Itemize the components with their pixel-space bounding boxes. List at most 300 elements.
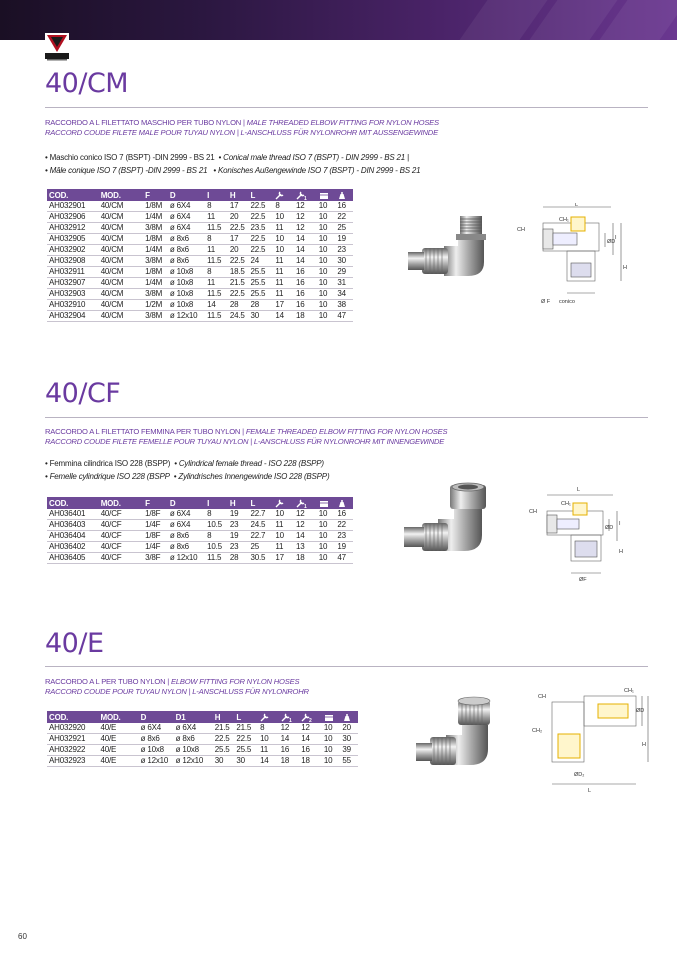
table-cell: 8 xyxy=(205,201,228,212)
table-cell: 3/8M xyxy=(143,289,168,300)
table-cell: 10 xyxy=(317,542,336,553)
svg-text:conico: conico xyxy=(559,299,575,305)
table-cell: 17 xyxy=(228,201,249,212)
section-title-cf: 40/CF xyxy=(45,378,121,409)
section-description-cm: RACCORDO A L FILETTATO MASCHIO PER TUBO NYLON | MALE THREADED ELBOW FITTING FOR NYLON HOSES RACCORD COUDE FILETE MALE POUR TUYAU NYLON | L-ANSCHLUSS FÜR NYLONROHR MIT AUSSENGEWINDE xyxy=(45,118,439,137)
table-cell: 10 xyxy=(317,223,336,234)
svg-text:H: H xyxy=(619,549,623,555)
table-cell: 40/CM xyxy=(99,234,143,245)
table-cell: 40/E xyxy=(98,734,138,745)
table-cell: 10 xyxy=(317,234,336,245)
table-cell: 21.5 xyxy=(234,723,258,734)
table-cell: 40/CM xyxy=(99,212,143,223)
table-row xyxy=(47,509,353,520)
table-row xyxy=(47,756,358,767)
table-cell: 22.5 xyxy=(228,256,249,267)
table-cell: 17 xyxy=(273,300,294,311)
table-cell: AH032903 xyxy=(47,289,99,300)
table-cell: ø 6X4 xyxy=(168,509,205,520)
table-cell: 10 xyxy=(317,245,336,256)
table-cell: 10 xyxy=(322,756,341,767)
table-cell: 16 xyxy=(335,201,353,212)
svg-text:1: 1 xyxy=(288,717,292,722)
svg-text:ØD: ØD xyxy=(605,525,614,531)
table-cell: ø 8x6 xyxy=(174,734,213,745)
table-cell: 14 xyxy=(279,734,300,745)
table-row xyxy=(47,723,358,734)
table-cell: 12 xyxy=(294,520,317,531)
svg-text:2: 2 xyxy=(309,717,312,722)
table-cell: ø 8x6 xyxy=(168,542,205,553)
table-cell: 1/8F xyxy=(143,531,168,542)
technical-drawing-cf xyxy=(517,485,639,585)
table-cell: 11.5 xyxy=(205,553,228,564)
table-cell: 18 xyxy=(294,311,317,322)
table-cell: 31 xyxy=(335,278,353,289)
table-cell: 11 xyxy=(205,278,228,289)
page-number: 60 xyxy=(18,932,27,941)
table-cell: 16 xyxy=(294,300,317,311)
table-cell: 47 xyxy=(335,311,353,322)
table-cell: ø 10x8 xyxy=(139,745,174,756)
table-cell: 10 xyxy=(317,256,336,267)
table-cell: 10 xyxy=(273,245,294,256)
table-cell: 3/8M xyxy=(143,223,168,234)
table-cell: ø 6X4 xyxy=(168,520,205,531)
svg-text:1: 1 xyxy=(304,503,307,508)
table-cell: AH032911 xyxy=(47,267,99,278)
table-cell: AH032922 xyxy=(47,745,98,756)
thread-notes-cf: • Femmina cilindrica ISO 228 (BSPP) • Cylindrical female thread - ISO 228 (BSPP) • Femelle cylindrique ISO 228 (BSPP • Zylindrisches Innengewinde ISO 228 (BSPP) xyxy=(45,459,330,481)
table-cell: 28 xyxy=(228,553,249,564)
table-row xyxy=(47,245,353,256)
table-cell: 11 xyxy=(273,267,294,278)
table-cell: 1/4M xyxy=(143,278,168,289)
section-divider xyxy=(45,666,648,667)
svg-text:CH: CH xyxy=(538,694,546,700)
svg-text:I: I xyxy=(619,521,621,527)
spec-table-e xyxy=(47,711,358,767)
table-cell: 40/CF xyxy=(99,520,143,531)
table-cell: 12 xyxy=(294,201,317,212)
table-cell: 16 xyxy=(294,267,317,278)
table-cell: 22.5 xyxy=(213,734,235,745)
svg-text:L: L xyxy=(575,203,579,208)
table-cell: 18 xyxy=(279,756,300,767)
table-cell: 22.5 xyxy=(228,289,249,300)
table-cell: 55 xyxy=(340,756,358,767)
table-cell: ø 12x10 xyxy=(174,756,213,767)
table-cell: 3/8M xyxy=(143,256,168,267)
table-cell: 25 xyxy=(249,542,274,553)
table-cell: 11 xyxy=(258,745,279,756)
wrench1-icon xyxy=(294,189,317,201)
table-cell: 10.5 xyxy=(205,542,228,553)
table-cell: ø 10x8 xyxy=(168,267,205,278)
table-cell: 10 xyxy=(273,212,294,223)
table-cell: 23.5 xyxy=(249,223,274,234)
table-cell: 8 xyxy=(205,509,228,520)
table-cell: 28 xyxy=(249,300,274,311)
column-header: D xyxy=(168,189,205,201)
table-cell: 10 xyxy=(258,734,279,745)
table-cell: 47 xyxy=(335,553,353,564)
top-banner xyxy=(0,0,677,40)
column-header: D xyxy=(168,497,205,509)
table-cell: 29 xyxy=(335,267,353,278)
svg-text:I: I xyxy=(615,235,617,241)
section-title-e: 40/E xyxy=(45,628,104,659)
svg-text:H: H xyxy=(642,742,646,748)
column-header: MOD. xyxy=(99,497,143,509)
table-cell: 3/8F xyxy=(143,553,168,564)
table-cell: 34 xyxy=(335,289,353,300)
table-cell: 10 xyxy=(317,212,336,223)
table-cell: 16 xyxy=(279,745,300,756)
technical-drawing-e xyxy=(528,682,652,794)
table-header-row xyxy=(47,189,353,201)
table-row xyxy=(47,223,353,234)
section-description-e: RACCORDO A L PER TUBO NYLON | ELBOW FITTING FOR NYLON HOSES RACCORD COUDE POUR TUYAU NYLON | L-ANSCHLUSS FÜR NYLONROHR xyxy=(45,677,309,696)
table-cell: AH032907 xyxy=(47,278,99,289)
table-cell: 10 xyxy=(317,201,336,212)
column-header: COD. xyxy=(47,711,98,723)
table-cell: 40/CM xyxy=(99,278,143,289)
wrench1-icon xyxy=(279,711,300,723)
svg-text:L: L xyxy=(577,487,581,493)
svg-text:CH: CH xyxy=(529,509,537,515)
table-cell: 19 xyxy=(335,542,353,553)
table-cell: 40/CM xyxy=(99,245,143,256)
table-cell: 11 xyxy=(205,245,228,256)
table-cell: 22.7 xyxy=(249,509,274,520)
table-cell: 19 xyxy=(228,509,249,520)
table-cell: 30 xyxy=(340,734,358,745)
spec-table-cm xyxy=(47,189,353,322)
product-photo-e xyxy=(412,693,512,785)
table-cell: ø 12x10 xyxy=(168,311,205,322)
table-cell: 12 xyxy=(294,223,317,234)
table-cell: 40/CM xyxy=(99,201,143,212)
table-header-row xyxy=(47,711,358,723)
table-cell: 40/CF xyxy=(99,531,143,542)
table-cell: 1/8M xyxy=(143,267,168,278)
table-cell: ø 6X4 xyxy=(168,223,205,234)
table-cell: 16 xyxy=(335,509,353,520)
table-cell: 8 xyxy=(273,201,294,212)
table-row xyxy=(47,212,353,223)
table-cell: 12 xyxy=(299,723,322,734)
table-cell: 24 xyxy=(249,256,274,267)
table-cell: 11 xyxy=(273,223,294,234)
table-cell: 25.5 xyxy=(249,289,274,300)
table-cell: 8 xyxy=(258,723,279,734)
table-cell: ø 10x8 xyxy=(168,300,205,311)
table-cell: 11.5 xyxy=(205,223,228,234)
table-cell: AH032912 xyxy=(47,223,99,234)
table-cell: 10 xyxy=(317,553,336,564)
svg-text:CH: CH xyxy=(517,227,525,233)
column-header: L xyxy=(234,711,258,723)
table-cell: 40/E xyxy=(98,756,138,767)
table-cell: 10 xyxy=(317,267,336,278)
table-cell: 11.5 xyxy=(205,289,228,300)
table-cell: 22.5 xyxy=(249,212,274,223)
table-cell: AH036402 xyxy=(47,542,99,553)
table-cell: 3/8M xyxy=(143,311,168,322)
column-header: F xyxy=(143,497,168,509)
column-header: I xyxy=(205,189,228,201)
table-cell: AH032902 xyxy=(47,245,99,256)
table-cell: AH032923 xyxy=(47,756,98,767)
svg-text:1: 1 xyxy=(304,195,307,200)
table-cell: 11 xyxy=(273,256,294,267)
table-cell: 23 xyxy=(228,520,249,531)
table-row xyxy=(47,234,353,245)
table-cell: ø 6X4 xyxy=(174,723,213,734)
table-cell: ø 10x8 xyxy=(168,278,205,289)
table-cell: 22.5 xyxy=(249,245,274,256)
table-cell: 10 xyxy=(317,278,336,289)
table-cell: 25 xyxy=(335,223,353,234)
column-header: L xyxy=(249,497,274,509)
table-cell: 10 xyxy=(317,509,336,520)
table-cell: 12 xyxy=(294,212,317,223)
column-header: L xyxy=(249,189,274,201)
box-icon xyxy=(317,497,336,509)
table-cell: 40/CF xyxy=(99,542,143,553)
table-cell: 22 xyxy=(335,520,353,531)
table-cell: 1/4M xyxy=(143,245,168,256)
table-cell: 18 xyxy=(294,553,317,564)
table-cell: 1/4F xyxy=(143,542,168,553)
box-icon xyxy=(317,189,336,201)
table-cell: 40/CF xyxy=(99,553,143,564)
table-cell: 18 xyxy=(299,756,322,767)
table-cell: AH036401 xyxy=(47,509,99,520)
table-cell: 23 xyxy=(228,542,249,553)
table-cell: 40/CM xyxy=(99,267,143,278)
table-cell: 14 xyxy=(299,734,322,745)
table-cell: AH032910 xyxy=(47,300,99,311)
table-cell: 12 xyxy=(294,509,317,520)
column-header: H xyxy=(213,711,235,723)
table-cell: 17 xyxy=(273,553,294,564)
table-cell: 21.5 xyxy=(228,278,249,289)
table-cell: 8 xyxy=(205,234,228,245)
table-cell: 22.5 xyxy=(249,201,274,212)
table-cell: AH032920 xyxy=(47,723,98,734)
table-cell: ø 6X4 xyxy=(168,212,205,223)
table-cell: 30 xyxy=(249,311,274,322)
svg-text:CH₁: CH₁ xyxy=(624,688,634,694)
column-header: COD. xyxy=(47,497,99,509)
table-cell: 10 xyxy=(273,509,294,520)
table-row xyxy=(47,542,353,553)
table-cell: 11 xyxy=(273,542,294,553)
table-cell: 22 xyxy=(335,212,353,223)
table-cell: AH036403 xyxy=(47,520,99,531)
table-cell: ø 8x6 xyxy=(168,256,205,267)
table-row xyxy=(47,201,353,212)
table-cell: 38 xyxy=(335,300,353,311)
table-cell: ø 8x6 xyxy=(168,245,205,256)
table-cell: 25.5 xyxy=(249,278,274,289)
table-cell: ø 12x10 xyxy=(168,553,205,564)
table-cell: 12 xyxy=(279,723,300,734)
table-cell: 30 xyxy=(213,756,235,767)
table-cell: 21.5 xyxy=(213,723,235,734)
table-header-row xyxy=(47,497,353,509)
table-cell: 11 xyxy=(273,289,294,300)
spec-table-cf xyxy=(47,497,353,564)
table-cell: 30.5 xyxy=(249,553,274,564)
table-cell: AH032906 xyxy=(47,212,99,223)
table-cell: 17 xyxy=(228,234,249,245)
table-cell: 1/8M xyxy=(143,201,168,212)
table-cell: 14 xyxy=(294,245,317,256)
table-row xyxy=(47,311,353,322)
table-cell: AH032904 xyxy=(47,311,99,322)
table-cell: 8 xyxy=(205,267,228,278)
table-cell: 10 xyxy=(317,300,336,311)
table-cell: 14 xyxy=(294,531,317,542)
table-cell: 10.5 xyxy=(205,520,228,531)
table-cell: 40/CM xyxy=(99,311,143,322)
table-cell: ø 8x6 xyxy=(168,531,205,542)
table-cell: 22.5 xyxy=(228,223,249,234)
table-cell: 14 xyxy=(273,311,294,322)
svg-text:CH₂: CH₂ xyxy=(532,728,543,734)
table-cell: AH032921 xyxy=(47,734,98,745)
table-row xyxy=(47,278,353,289)
thread-notes-cm: • Maschio conico ISO 7 (BSPT) -DIN 2999 - BS 21 • Conical male thread ISO 7 (BSPT) - DIN 2999 - BS 21 | • Mâle conique ISO 7 (BSPT) -DIN 2999 - BS 21 • Konisches Außengewinde ISO 7 (BSPT) - DIN 2999 - BS 21 xyxy=(45,153,421,175)
table-cell: 10 xyxy=(317,311,336,322)
column-header: MOD. xyxy=(98,711,138,723)
box-icon xyxy=(322,711,341,723)
wrench-icon xyxy=(258,711,279,723)
table-cell: 14 xyxy=(294,234,317,245)
column-header: D1 xyxy=(174,711,213,723)
table-cell: 8 xyxy=(205,531,228,542)
weight-icon xyxy=(335,497,353,509)
technical-drawing-cm xyxy=(513,203,643,311)
table-row xyxy=(47,256,353,267)
weight-icon xyxy=(340,711,358,723)
table-cell: 16 xyxy=(294,289,317,300)
table-cell: 10 xyxy=(322,745,341,756)
table-cell: 30 xyxy=(335,256,353,267)
table-cell: 28 xyxy=(228,300,249,311)
table-cell: AH032905 xyxy=(47,234,99,245)
svg-text:ØD₂: ØD₂ xyxy=(574,772,585,778)
table-cell: 11.5 xyxy=(205,256,228,267)
table-cell: 40/CM xyxy=(99,289,143,300)
table-cell: 13 xyxy=(294,542,317,553)
table-cell: 23 xyxy=(335,531,353,542)
table-row xyxy=(47,289,353,300)
table-cell: 1/2M xyxy=(143,300,168,311)
table-cell: 10 xyxy=(317,520,336,531)
svg-text:L: L xyxy=(588,788,592,794)
table-cell: 20 xyxy=(228,212,249,223)
table-cell: 1/4F xyxy=(143,520,168,531)
column-header: D xyxy=(139,711,174,723)
table-row xyxy=(47,267,353,278)
table-cell: 23 xyxy=(335,245,353,256)
table-cell: 22.5 xyxy=(234,734,258,745)
table-cell: 25.5 xyxy=(249,267,274,278)
svg-text:CH₁: CH₁ xyxy=(561,501,571,507)
table-cell: 20 xyxy=(228,245,249,256)
table-cell: 10 xyxy=(273,234,294,245)
table-cell: ø 8x6 xyxy=(139,734,174,745)
svg-text:ØF: ØF xyxy=(579,577,587,583)
table-cell: 39 xyxy=(340,745,358,756)
table-cell: 19 xyxy=(335,234,353,245)
table-cell: 40/CM xyxy=(99,223,143,234)
table-cell: ø 6X4 xyxy=(139,723,174,734)
table-cell: 25.5 xyxy=(234,745,258,756)
table-cell: ø 12x10 xyxy=(139,756,174,767)
table-cell: 40/CM xyxy=(99,300,143,311)
table-cell: 18.5 xyxy=(228,267,249,278)
table-cell: ø 10x8 xyxy=(174,745,213,756)
table-cell: 20 xyxy=(340,723,358,734)
table-cell: 16 xyxy=(294,278,317,289)
table-cell: 10 xyxy=(273,531,294,542)
table-cell: 11 xyxy=(273,278,294,289)
table-cell: 22.5 xyxy=(249,234,274,245)
column-header: H xyxy=(228,497,249,509)
table-cell: 11 xyxy=(205,212,228,223)
table-cell: 40/CM xyxy=(99,256,143,267)
column-header: COD. xyxy=(47,189,99,201)
column-header: MOD. xyxy=(99,189,143,201)
table-cell: 10 xyxy=(317,531,336,542)
table-cell: 10 xyxy=(317,289,336,300)
table-cell: AH036404 xyxy=(47,531,99,542)
table-cell: 25.5 xyxy=(213,745,235,756)
table-row xyxy=(47,531,353,542)
table-row xyxy=(47,520,353,531)
section-divider xyxy=(45,107,648,108)
wrench1-icon xyxy=(294,497,317,509)
table-row xyxy=(47,745,358,756)
table-row xyxy=(47,734,358,745)
table-cell: 30 xyxy=(234,756,258,767)
table-cell: AH032901 xyxy=(47,201,99,212)
table-cell: 24.5 xyxy=(249,520,274,531)
section-description-cf: RACCORDO A L FILETTATO FEMMINA PER TUBO NYLON | FEMALE THREADED ELBOW FITTING FOR NYLON HOSES RACCORD COUDE FILETE FEMELLE POUR TUYAU NYLON | L-ANSCHLUSS FÜR NYLONROHR MIT INNENGEWINDE xyxy=(45,427,448,446)
product-photo-cm xyxy=(404,212,504,286)
weight-icon xyxy=(335,189,353,201)
table-cell: 1/4M xyxy=(143,212,168,223)
column-header: I xyxy=(205,497,228,509)
table-cell: 11.5 xyxy=(205,311,228,322)
table-cell: 10 xyxy=(322,734,341,745)
column-header: H xyxy=(228,189,249,201)
svg-text:ØD: ØD xyxy=(636,708,645,714)
table-cell: 40/E xyxy=(98,745,138,756)
table-cell: ø 6X4 xyxy=(168,201,205,212)
table-row xyxy=(47,553,353,564)
wrench-icon xyxy=(273,497,294,509)
table-cell: 40/E xyxy=(98,723,138,734)
wrench-icon xyxy=(273,189,294,201)
table-cell: AH036405 xyxy=(47,553,99,564)
table-cell: ø 10x8 xyxy=(168,289,205,300)
